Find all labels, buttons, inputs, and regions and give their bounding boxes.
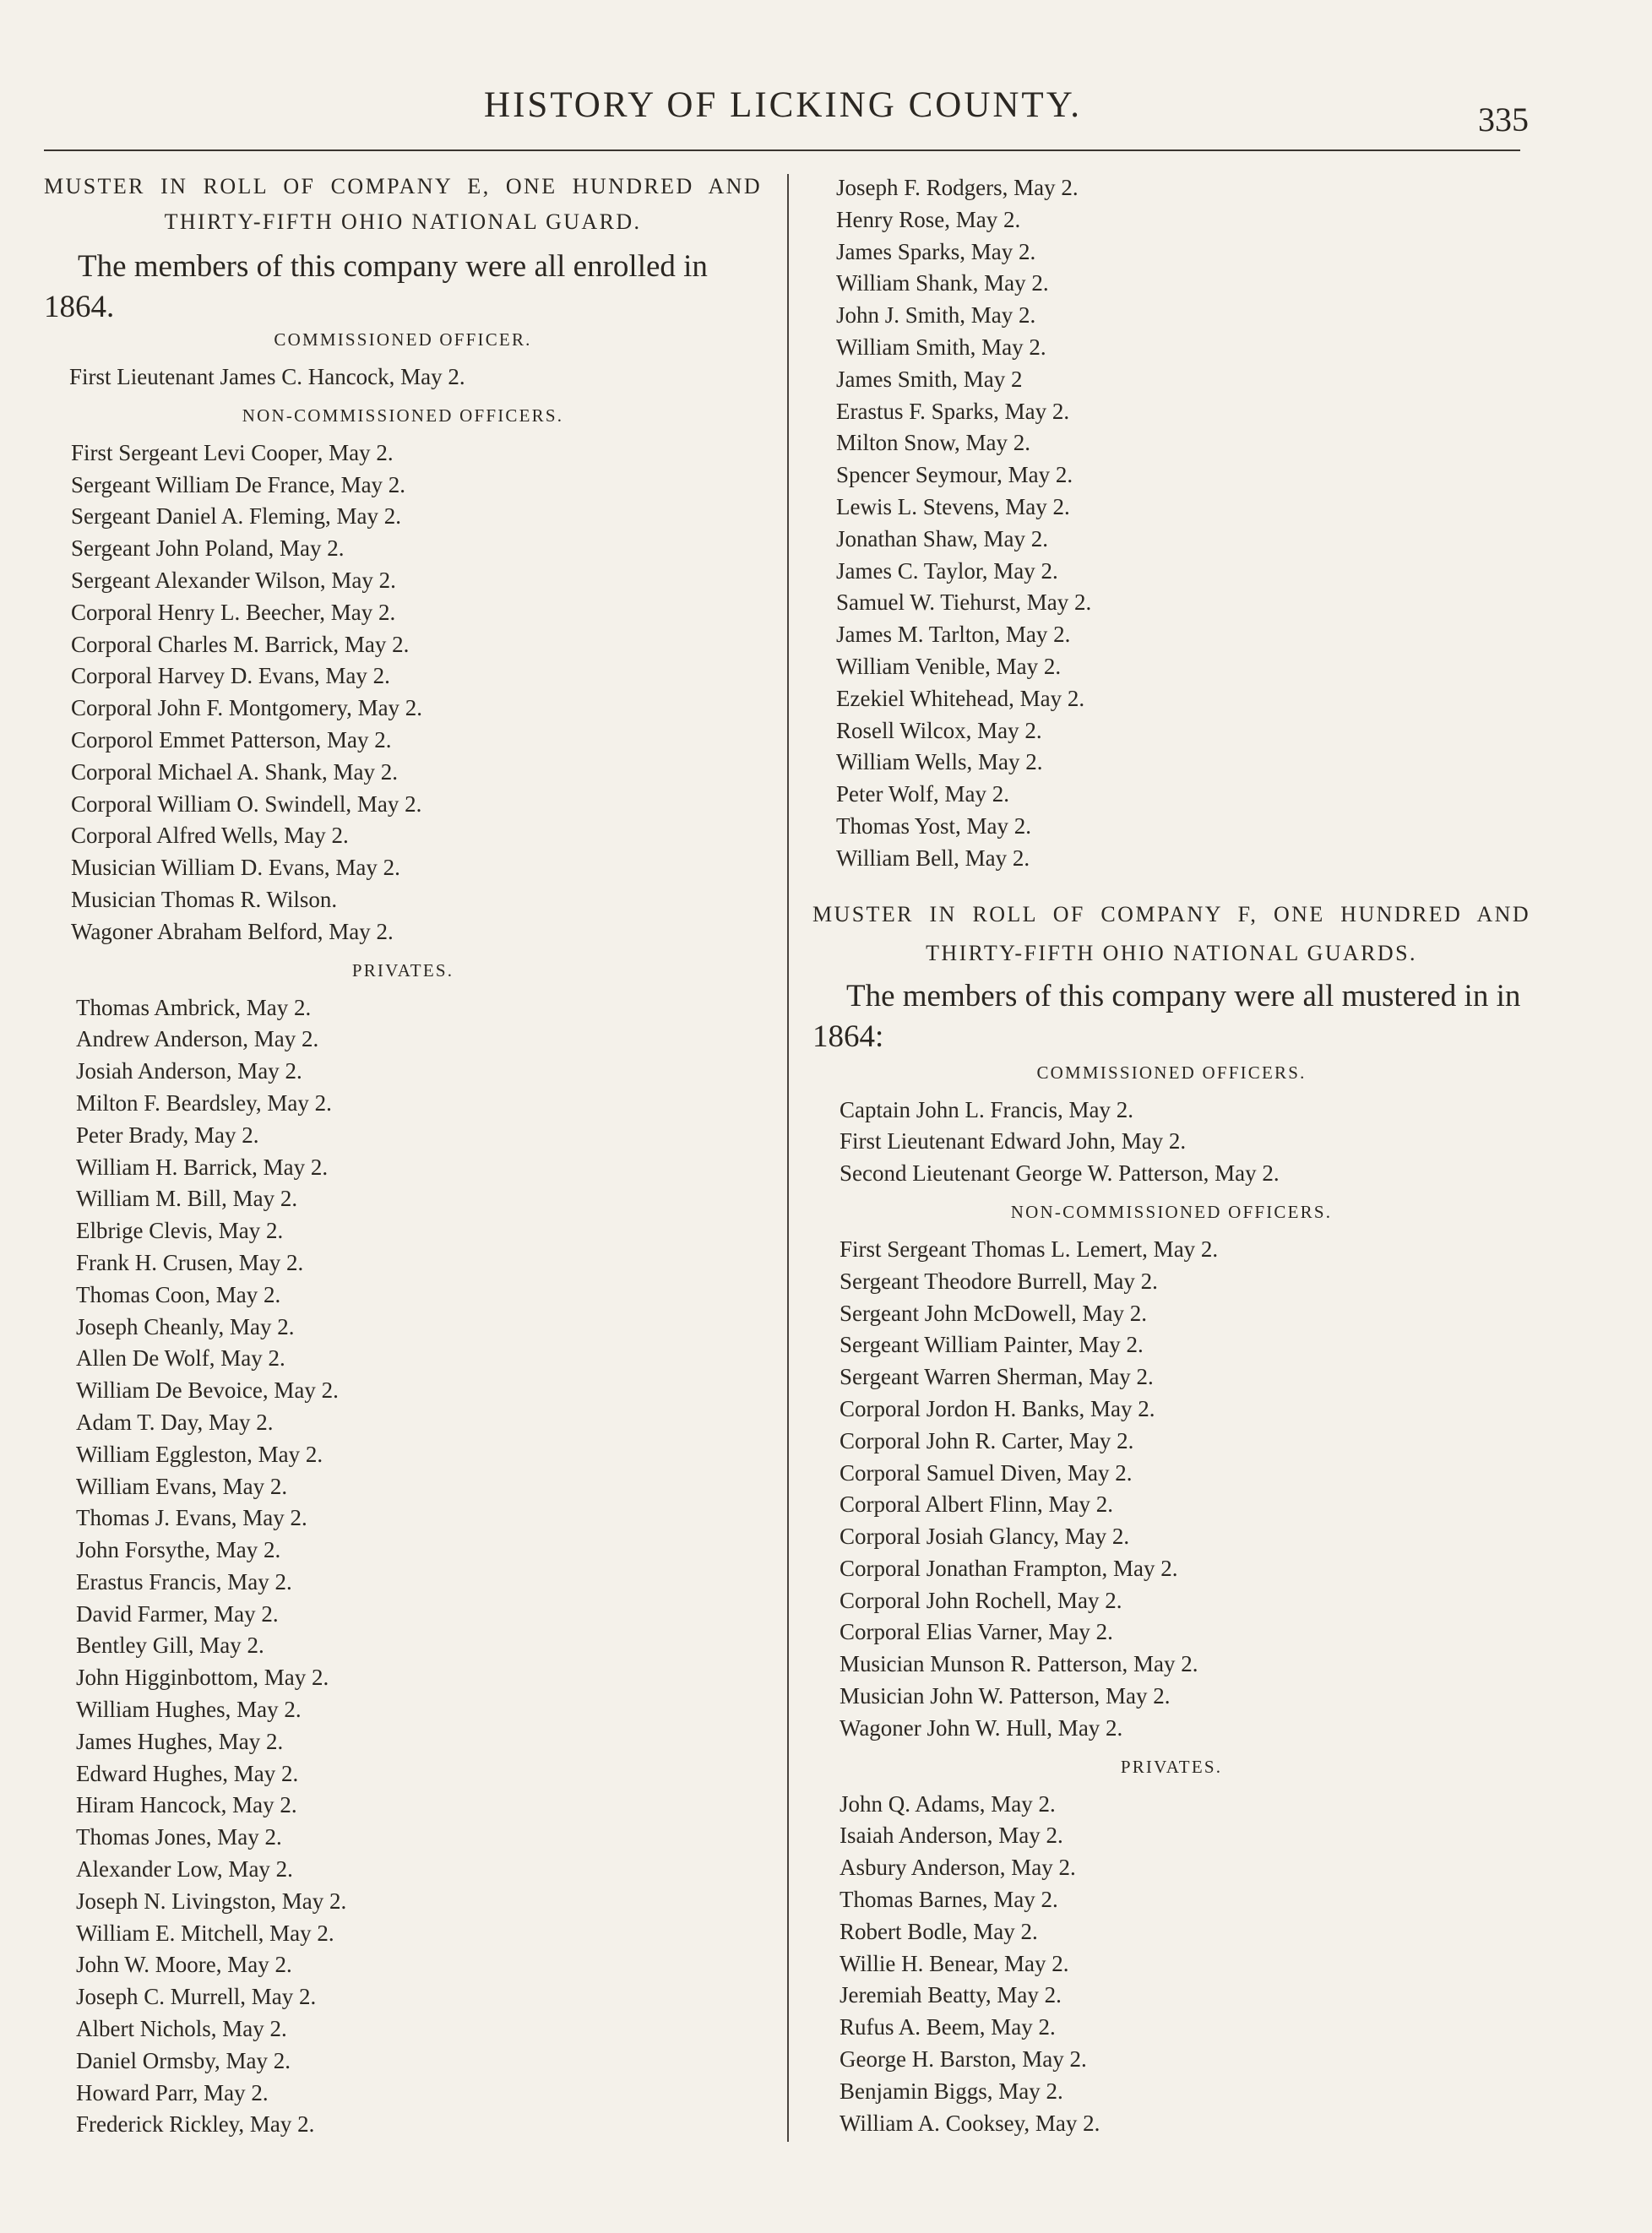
roster-entry: William E. Mitchell, May 2. xyxy=(76,1920,334,1946)
roster-entry: First Sergeant Thomas L. Lemert, May 2. xyxy=(840,1236,1219,1262)
roster-entry: Josiah Anderson, May 2. xyxy=(76,1058,302,1084)
running-title: HISTORY OF LICKING COUNTY. xyxy=(484,85,1082,125)
roster-entry: John J. Smith, May 2. xyxy=(836,302,1036,329)
roster-entry: Corporal Charles M. Barrick, May 2. xyxy=(71,631,410,657)
roster-entry: William Bell, May 2. xyxy=(836,845,1030,871)
roster-entry: Corporal Harvey D. Evans, May 2. xyxy=(71,663,390,689)
company-f-privates-label: PRIVATES. xyxy=(1120,1756,1223,1777)
roster-entry: Joseph N. Livingston, May 2. xyxy=(76,1888,347,1914)
roster-entry: Musician Munson R. Patterson, May 2. xyxy=(840,1651,1198,1677)
roster-entry: William H. Barrick, May 2. xyxy=(76,1154,329,1180)
roster-entry: Joseph Cheanly, May 2. xyxy=(76,1313,295,1339)
roster-entry: David Farmer, May 2. xyxy=(76,1600,279,1627)
roster-entry: Jonathan Shaw, May 2. xyxy=(836,525,1048,551)
page-number: 335 xyxy=(1478,101,1529,139)
roster-entry: Sergeant Warren Sherman, May 2. xyxy=(840,1364,1154,1390)
roster-entry: Wagoner Abraham Belford, May 2. xyxy=(71,918,394,944)
column-divider xyxy=(787,174,789,2142)
roster-entry: Sergeant William Painter, May 2. xyxy=(840,1332,1144,1358)
roster-entry: Corporal Samuel Diven, May 2. xyxy=(840,1459,1133,1486)
roster-entry: Sergeant William De France, May 2. xyxy=(71,471,406,497)
company-e-privates-label: PRIVATES. xyxy=(351,959,454,981)
roster-entry: James M. Tarlton, May 2. xyxy=(836,622,1071,648)
roster-entry: Henry Rose, May 2. xyxy=(836,206,1021,232)
roster-entry: James Hughes, May 2. xyxy=(76,1728,284,1754)
roster-entry: Wagoner John W. Hull, May 2. xyxy=(840,1714,1123,1741)
roster-entry: William Eggleston, May 2. xyxy=(76,1441,323,1467)
roster-entry: William De Bevoice, May 2. xyxy=(76,1377,339,1404)
header-rule xyxy=(44,149,1520,151)
company-e-privates-continued-list xyxy=(812,172,1530,875)
roster-entry: Isaiah Anderson, May 2. xyxy=(840,1823,1063,1849)
roster-entry: George H. Barston, May 2. xyxy=(840,2046,1087,2073)
roster-entry: Sergeant John Poland, May 2. xyxy=(71,535,345,562)
roster-entry: Adam T. Day, May 2. xyxy=(76,1409,274,1435)
company-e-heading: MUSTER IN ROLL OF COMPANY E, ONE HUNDRED AND THIRTY-FIFTH OHIO NATIONAL GUARD. xyxy=(44,174,762,234)
roster-entry: Corporal John Rochell, May 2. xyxy=(840,1587,1122,1613)
roster-entry: Corporal John F. Montgomery, May 2. xyxy=(71,695,423,721)
roster-entry: Corporal Michael A. Shank, May 2. xyxy=(71,758,398,785)
roster-entry: Frederick Rickley, May 2. xyxy=(76,2111,315,2138)
company-f-commissioned-list xyxy=(812,1095,1530,1190)
company-f-privates-list xyxy=(812,1789,1530,2140)
roster-entry: Thomas Ambrick, May 2. xyxy=(76,994,312,1020)
roster-entry: Thomas Coon, May 2. xyxy=(76,1281,281,1307)
roster-entry: Albert Nichols, May 2. xyxy=(76,2016,287,2042)
roster-entry: James C. Taylor, May 2. xyxy=(836,557,1058,584)
roster-entry: Corporal Albert Flinn, May 2. xyxy=(840,1491,1113,1518)
roster-entry: Captain John L. Francis, May 2. xyxy=(840,1096,1133,1122)
company-e-intro: The members of this company were all enrolled in 1864. xyxy=(44,249,708,324)
roster-entry: Jeremiah Beatty, May 2. xyxy=(840,1982,1062,2008)
roster-entry: Andrew Anderson, May 2. xyxy=(76,1026,319,1052)
roster-entry: Allen De Wolf, May 2. xyxy=(76,1345,285,1372)
roster-entry: Samuel W. Tiehurst, May 2. xyxy=(836,589,1092,616)
company-f-heading: MUSTER IN ROLL OF COMPANY F, ONE HUNDRED AND THIRTY-FIFTH OHIO NATIONAL GUARDS. xyxy=(812,901,1530,965)
company-e-privates-list xyxy=(44,992,762,2142)
roster-entry: Spencer Seymour, May 2. xyxy=(836,462,1073,488)
roster-entry: William Evans, May 2. xyxy=(76,1473,288,1499)
roster-entry: Sergeant Alexander Wilson, May 2. xyxy=(71,567,396,593)
roster-entry: Joseph C. Murrell, May 2. xyxy=(76,1984,317,2010)
roster-entry: Bentley Gill, May 2. xyxy=(76,1633,264,1659)
roster-entry: Erastus F. Sparks, May 2. xyxy=(836,398,1070,424)
roster-entry: Corporal John R. Carter, May 2. xyxy=(840,1427,1134,1453)
roster-entry: John W. Moore, May 2. xyxy=(76,1952,292,1978)
roster-entry: William Hughes, May 2. xyxy=(76,1697,302,1723)
roster-entry: Milton F. Beardsley, May 2. xyxy=(76,1089,332,1116)
roster-entry: James Smith, May 2 xyxy=(836,366,1023,392)
roster-entry: William M. Bill, May 2. xyxy=(76,1186,298,1212)
roster-entry: Thomas J. Evans, May 2. xyxy=(76,1505,307,1531)
roster-entry: Hiram Hancock, May 2. xyxy=(76,1792,297,1818)
roster-entry: Corporal Josiah Glancy, May 2. xyxy=(840,1524,1130,1550)
roster-entry: Lewis L. Stevens, May 2. xyxy=(836,493,1070,519)
company-e-commissioned-label: COMMISSIONED OFFICER. xyxy=(274,329,532,350)
company-f-noncom-list xyxy=(812,1234,1530,1745)
roster-entry: Second Lieutenant George W. Patterson, May 2. xyxy=(840,1160,1280,1187)
roster-entry: William Wells, May 2. xyxy=(836,749,1043,775)
roster-entry: Willie H. Benear, May 2. xyxy=(840,1950,1069,1976)
roster-entry: First Sergeant Levi Cooper, May 2. xyxy=(71,439,394,465)
roster-entry: Edward Hughes, May 2. xyxy=(76,1760,299,1786)
roster-entry: Robert Bodle, May 2. xyxy=(840,1918,1038,1944)
roster-entry: William Venible, May 2. xyxy=(836,653,1062,679)
company-f-commissioned-label: COMMISSIONED OFFICERS. xyxy=(1036,1062,1307,1083)
roster-entry: William A. Cooksey, May 2. xyxy=(840,2110,1100,2136)
roster-entry: Frank H. Crusen, May 2. xyxy=(76,1249,304,1275)
roster-entry: Rufus A. Beem, May 2. xyxy=(840,2014,1056,2040)
company-f-intro: The members of this company were all mustered in in 1864: xyxy=(812,978,1521,1054)
right-column xyxy=(812,169,1530,2139)
roster-entry: Sergeant Daniel A. Fleming, May 2. xyxy=(71,503,401,530)
roster-entry: Musician Thomas R. Wilson. xyxy=(71,886,338,912)
roster-entry: Joseph F. Rodgers, May 2. xyxy=(836,175,1079,200)
roster-entry: Howard Parr, May 2. xyxy=(76,2079,269,2105)
roster-entry: Milton Snow, May 2. xyxy=(836,430,1031,456)
roster-entry: Peter Brady, May 2. xyxy=(76,1122,259,1148)
roster-entry: Sergeant John McDowell, May 2. xyxy=(840,1300,1147,1326)
roster-entry: Sergeant Theodore Burrell, May 2. xyxy=(840,1268,1158,1294)
roster-entry: Corporal Alfred Wells, May 2. xyxy=(71,823,349,849)
company-f-noncom-label: NON-COMMISSIONED OFFICERS. xyxy=(1010,1201,1333,1222)
left-column xyxy=(44,169,762,2141)
roster-entry: Corporol Emmet Patterson, May 2. xyxy=(71,726,392,752)
roster-entry: Thomas Jones, May 2. xyxy=(76,1824,282,1850)
roster-entry: James Sparks, May 2. xyxy=(836,238,1036,264)
roster-entry: First Lieutenant James C. Hancock, May 2. xyxy=(69,364,465,389)
roster-entry: Corporal Henry L. Beecher, May 2. xyxy=(71,599,396,625)
page-header xyxy=(44,84,1529,152)
roster-entry: First Lieutenant Edward John, May 2. xyxy=(840,1128,1187,1155)
roster-entry: William Smith, May 2. xyxy=(836,334,1046,360)
roster-entry: Musician John W. Patterson, May 2. xyxy=(840,1683,1171,1709)
roster-entry: Peter Wolf, May 2. xyxy=(836,781,1010,807)
roster-entry: John Forsythe, May 2. xyxy=(76,1537,281,1563)
roster-entry: Corporal Jordon H. Banks, May 2. xyxy=(840,1395,1155,1421)
roster-entry: Corporal William O. Swindell, May 2. xyxy=(71,791,422,817)
roster-entry: Corporal Elias Varner, May 2. xyxy=(840,1619,1113,1645)
roster-entry: Erastus Francis, May 2. xyxy=(76,1568,292,1595)
roster-entry: Alexander Low, May 2. xyxy=(76,1856,293,1883)
roster-entry: Musician William D. Evans, May 2. xyxy=(71,855,400,881)
roster-entry: John Q. Adams, May 2. xyxy=(840,1790,1056,1817)
roster-entry: Corporal Jonathan Frampton, May 2. xyxy=(840,1555,1178,1581)
roster-entry: Daniel Ormsby, May 2. xyxy=(76,2047,291,2073)
roster-entry: Rosell Wilcox, May 2. xyxy=(836,717,1042,743)
roster-entry: William Shank, May 2. xyxy=(836,270,1049,296)
roster-entry: Thomas Barnes, May 2. xyxy=(840,1887,1058,1913)
company-e-noncom-list xyxy=(44,437,762,948)
roster-entry: Thomas Yost, May 2. xyxy=(836,812,1032,839)
roster-entry: Elbrige Clevis, May 2. xyxy=(76,1218,284,1244)
roster-entry: John Higginbottom, May 2. xyxy=(76,1665,329,1691)
company-e-noncom-label: NON-COMMISSIONED OFFICERS. xyxy=(242,405,564,426)
roster-entry: Asbury Anderson, May 2. xyxy=(840,1855,1076,1881)
roster-entry: Ezekiel Whitehead, May 2. xyxy=(836,685,1085,711)
roster-entry: Benjamin Biggs, May 2. xyxy=(840,2078,1063,2104)
company-e-commissioned-list xyxy=(44,361,762,394)
